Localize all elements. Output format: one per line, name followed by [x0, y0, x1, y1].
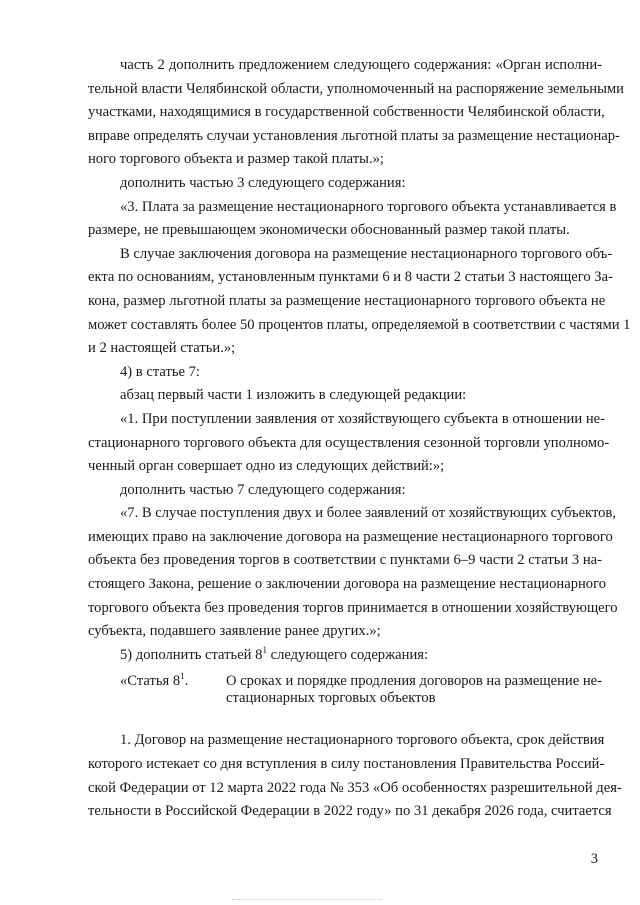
- text-line: участками, находящимися в государственной собственности Челябинской области,: [88, 104, 605, 121]
- text-line: тельной власти Челябинской области, уполномоченный на распоряжение земельными: [88, 80, 624, 97]
- text-line: екта по основаниям, установленным пунктами 6 и 8 части 2 статьи 3 настоящего За-: [88, 269, 613, 286]
- text-line: объекта без проведения торгов в соответствии с пунктами 6–9 части 2 статьи 3 на-: [88, 552, 602, 569]
- text-line: имеющих право на заключение договора на размещение нестационарного торгового: [88, 528, 613, 545]
- item-5-text: 5) дополнить статьей 8: [120, 646, 263, 663]
- text-line: кона, размер льготной платы за размещение нестационарного торгового объекта не: [88, 292, 606, 309]
- text-line: В случае заключения договора на размещение нестационарного торгового объ-: [120, 245, 613, 262]
- item-5-sup: 1: [262, 644, 267, 655]
- text-line: может составлять более 50 процентов платы, определяемой в соответствии с частями 1: [88, 316, 631, 333]
- text-line: тельности в Российской Федерации в 2022 году» по 31 декабря 2026 года, считается: [88, 803, 612, 820]
- text-line: торгового объекта без проведения торгов принимается в отношении хозяйствующего: [88, 599, 618, 616]
- footer-rule: [232, 899, 382, 900]
- text-line: которого истекает со дня вступления в силу постановления Правительства Россий-: [88, 756, 605, 773]
- text-line: и 2 настоящей статьи.»;: [88, 340, 236, 357]
- article-title-line-1: О сроках и порядке продления договоров на размещение не-: [225, 673, 602, 690]
- article-paragraphs: [88, 729, 622, 823]
- article-title: [226, 673, 602, 723]
- text-line: размере, не превышающем экономически обоснованный размер такой платы.: [88, 222, 570, 239]
- text-line: ченный орган совершает одно из следующих действий:»;: [88, 458, 445, 475]
- article-title-line-2: стационарных торговых объектов: [225, 690, 436, 707]
- text-line: стационарного торгового объекта для осуществления сезонной торговли уполномо-: [88, 434, 610, 451]
- text-line: вправе определять случаи установления льготной платы за размещение нестационар-: [88, 127, 620, 144]
- article-sup: 1: [180, 671, 185, 682]
- text-line: дополнить частью 3 следующего содержания:: [120, 174, 406, 191]
- item-5-line: [88, 644, 602, 668]
- text-line: «7. В случае поступления двух и более заявлений от хозяйствующих субъектов,: [120, 505, 616, 522]
- article-heading: [88, 673, 602, 723]
- text-line: ской Федерации от 12 марта 2022 года № 353 «Об особенностях разрешительной дея-: [88, 779, 622, 796]
- text-line: субъекта, подавшего заявление ранее других.»;: [88, 623, 381, 640]
- text-line: дополнить частью 7 следующего содержания:: [120, 481, 406, 498]
- text-line: часть 2 дополнить предложением следующего содержания: «Орган исполни-: [120, 57, 602, 73]
- text-line: стоящего Закона, решение о заключении договора на размещение нестационарного: [88, 576, 607, 593]
- text-line: ного торгового объекта и размер такой платы.»;: [88, 151, 384, 168]
- item-5-tail: следующего содержания:: [266, 646, 429, 663]
- text-line: «3. Плата за размещение нестационарного торгового объекта устанавливается в: [120, 198, 617, 215]
- text-line: 4) в статье 7:: [120, 363, 200, 380]
- text-line: 1. Договор на размещение нестационарного торгового объекта, срок действия: [120, 732, 605, 749]
- article-label-tail: .: [184, 673, 189, 690]
- page-number: 3: [590, 851, 598, 867]
- article-number: [88, 673, 226, 723]
- text-line: «1. При поступлении заявления от хозяйствующего субъекта в отношении не-: [120, 410, 605, 427]
- document-body: [88, 54, 631, 824]
- article-label: «Статья 8: [120, 673, 181, 690]
- body-paragraphs: [88, 54, 631, 644]
- text-line: абзац первый части 1 изложить в следующей редакции:: [120, 387, 467, 404]
